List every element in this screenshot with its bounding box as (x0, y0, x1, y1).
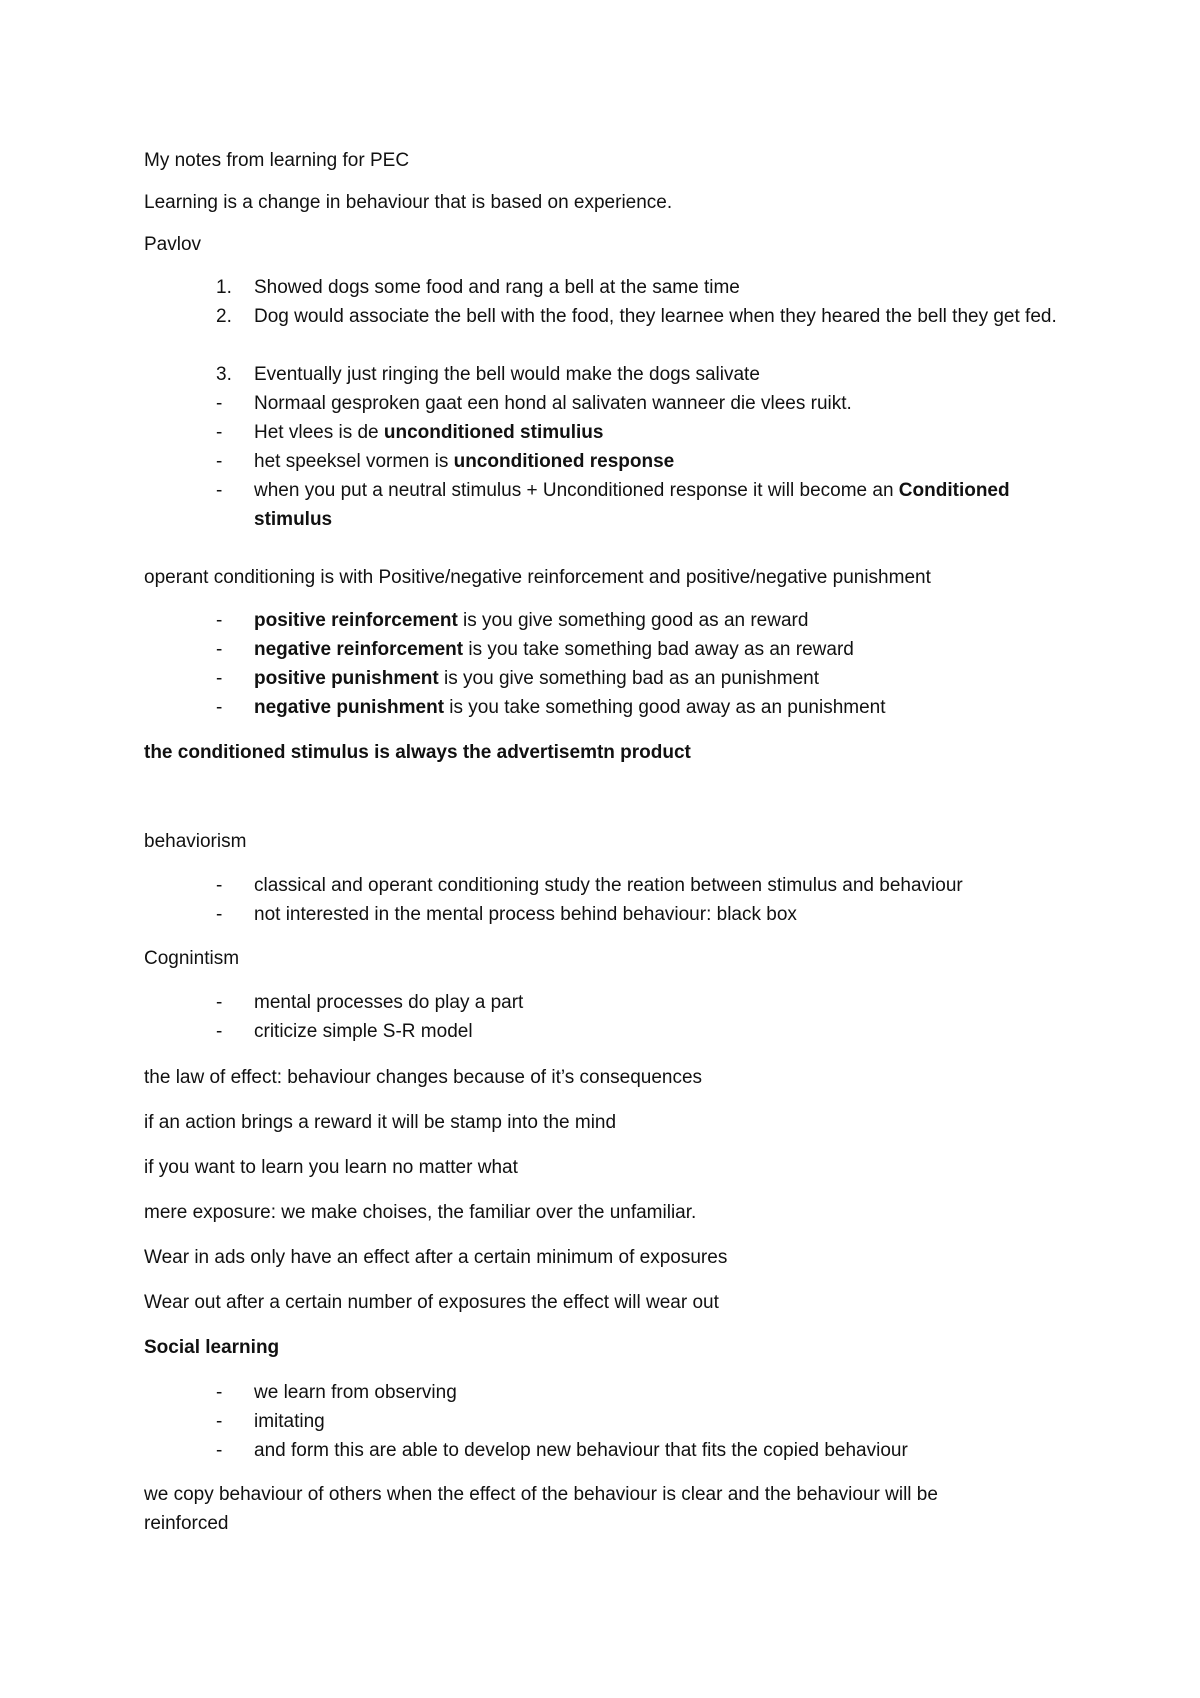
bold-term: unconditioned stimulius (383, 422, 604, 443)
list-item-text: classical and operant conditioning study the reation between stimulus and behaviour (254, 875, 963, 896)
bold-term: positive punishment (254, 668, 439, 689)
bold-term: positive reinforcement (254, 610, 458, 631)
dash-marker: - (216, 1382, 223, 1403)
dash-marker: - (216, 697, 223, 718)
list-item-text: mental processes do play a part (254, 992, 524, 1013)
list-item-text: Normaal gesproken gaat een hond al salivaten wanneer die vlees ruikt. (254, 393, 852, 414)
list-item (216, 900, 1066, 929)
cognitism-heading: Cognintism (144, 948, 240, 969)
pavlov-heading: Pavlov (144, 234, 202, 255)
dash-marker: - (216, 639, 223, 660)
list-item (216, 693, 1066, 722)
list-item (216, 988, 1066, 1017)
list-item (216, 418, 1066, 447)
list-item (216, 664, 1066, 693)
list-item-text: when you put a neutral stimulus + Unconditioned response it will become an (254, 480, 899, 501)
list-item-text: imitating (254, 1411, 325, 1432)
list-item (216, 302, 1066, 331)
conditioned-note: the conditioned stimulus is always the advertisemtn product (144, 742, 691, 763)
list-item (216, 606, 1066, 635)
dash-marker: - (216, 451, 223, 472)
list-item (216, 635, 1066, 664)
wear-in-line: Wear in ads only have an effect after a certain minimum of exposures (144, 1247, 728, 1268)
list-item (216, 360, 1066, 389)
dash-marker: - (216, 904, 223, 925)
list-number: 1. (216, 277, 232, 298)
list-item-text: Showed dogs some food and rang a bell at the same time (254, 277, 740, 298)
dash-marker: - (216, 1440, 223, 1461)
list-item (216, 1407, 1066, 1436)
want-to-learn-line: if you want to learn you learn no matter what (144, 1157, 518, 1178)
list-item-text: is you give something good as an reward (457, 610, 809, 631)
list-item-text: criticize simple S-R model (254, 1021, 473, 1042)
list-item (216, 389, 1066, 418)
list-number: 2. (216, 306, 232, 327)
dash-marker: - (216, 1021, 223, 1042)
operant-intro: operant conditioning is with Positive/negative reinforcement and positive/negative punishment (144, 567, 931, 588)
dash-marker: - (216, 668, 223, 689)
learning-definition: Learning is a change in behaviour that is based on experience. (144, 192, 673, 213)
bold-term: negative reinforcement (254, 639, 464, 660)
list-item (216, 447, 1066, 476)
list-item-text: is you give something bad as an punishment (438, 668, 819, 689)
list-item-text: we learn from observing (254, 1382, 457, 1403)
list-item-text: Dog would associate the bell with the food, they learnee when they heared the bell they get fed. (254, 306, 1057, 327)
list-item-text: Eventually just ringing the bell would make the dogs salivate (254, 364, 760, 385)
reward-line: if an action brings a reward it will be stamp into the mind (144, 1112, 617, 1133)
wear-out-line: Wear out after a certain number of exposures the effect will wear out (144, 1292, 719, 1313)
dash-marker: - (216, 393, 223, 414)
list-item (216, 273, 1066, 302)
list-item-text: het speeksel vormen is (254, 451, 454, 472)
bold-term: unconditioned response (453, 451, 675, 472)
behaviorism-heading: behaviorism (144, 831, 247, 852)
list-item-text: Het vlees is de (254, 422, 384, 443)
dash-marker: - (216, 610, 223, 631)
copy-behaviour-line: we copy behaviour of others when the effect of the behaviour is clear and the behaviour will be reinforced (144, 1484, 938, 1534)
dash-marker: - (216, 480, 223, 501)
list-item-text: and form this are able to develop new behaviour that fits the copied behaviour (254, 1440, 908, 1461)
list-item (216, 871, 1066, 900)
dash-marker: - (216, 422, 223, 443)
list-item-text: is you take something bad away as an reward (463, 639, 854, 660)
mere-exposure-line: mere exposure: we make choises, the familiar over the unfamiliar. (144, 1202, 697, 1223)
bold-term: Conditioned stimulus (254, 480, 1010, 530)
list-number: 3. (216, 364, 232, 385)
list-item (216, 476, 1066, 534)
dash-marker: - (216, 875, 223, 896)
list-item-text: is you take something good away as an punishment (444, 697, 886, 718)
list-item (216, 1017, 1066, 1046)
law-of-effect: the law of effect: behaviour changes because of it’s consequences (144, 1067, 703, 1088)
list-item-text: not interested in the mental process behind behaviour: black box (254, 904, 797, 925)
list-item (216, 1378, 1066, 1407)
list-item (216, 1436, 1066, 1465)
dash-marker: - (216, 992, 223, 1013)
document-title: My notes from learning for PEC (144, 150, 410, 171)
social-learning-heading: Social learning (144, 1337, 280, 1358)
bold-term: negative punishment (254, 697, 445, 718)
dash-marker: - (216, 1411, 223, 1432)
